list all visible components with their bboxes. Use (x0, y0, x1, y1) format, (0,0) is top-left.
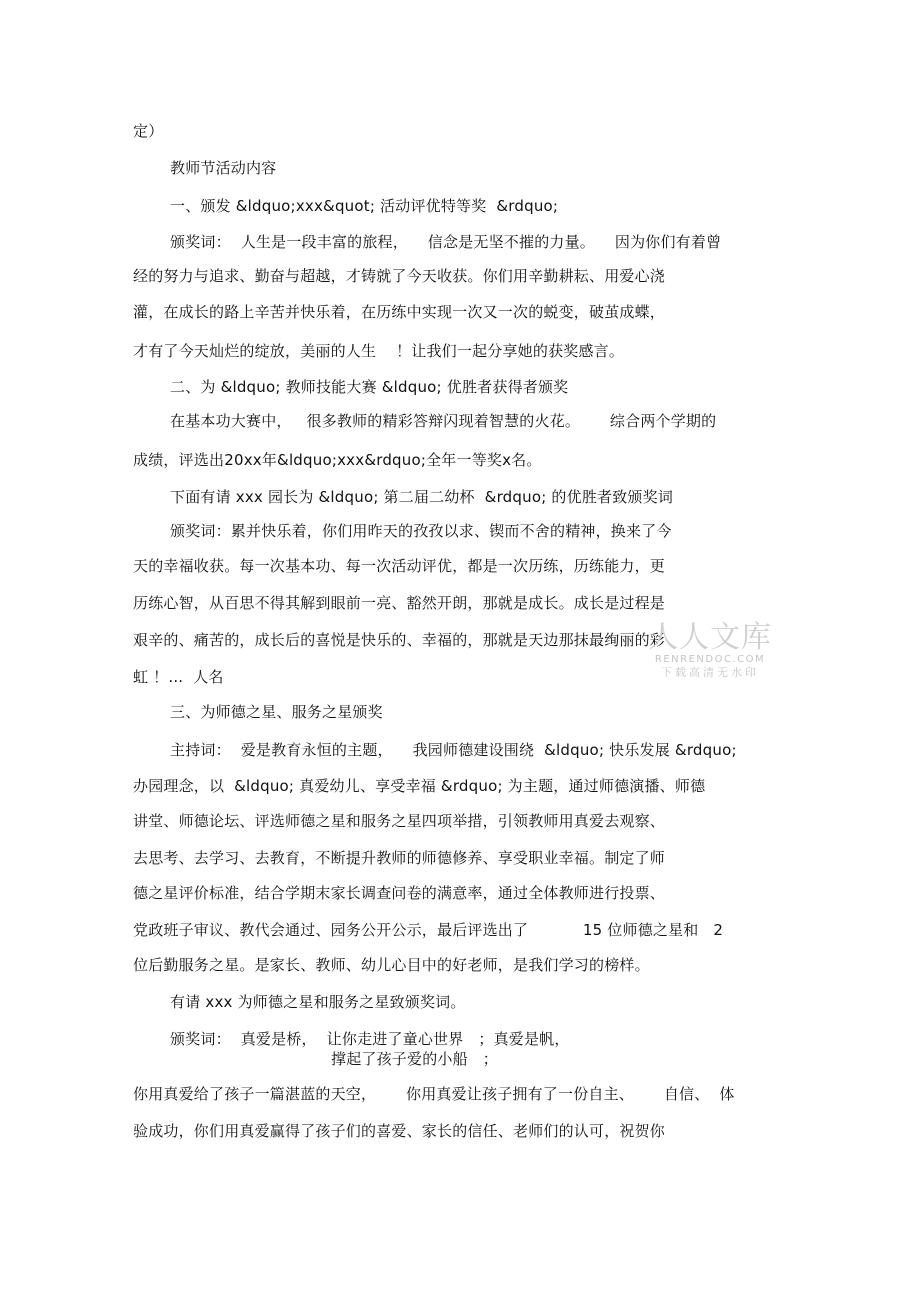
watermark (645, 622, 775, 680)
text-line: 颁奖词：累并快乐着，你们用昨天的孜孜以求、锲而不舍的精神，换来了今 (170, 522, 672, 540)
text-line: 才有了今天灿烂的绽放，美丽的人生 ！让我们一起分享她的获奖感言。 (133, 342, 625, 360)
text-line: 办园理念，以 &ldquo; 真爱幼儿、享受幸福 &rdquo; 为主题，通过师德演播、师德 (133, 777, 706, 795)
text-line: 在基本功大赛中， 很多教师的精彩答辩闪现着智慧的火花。 综合两个学期的 (170, 412, 717, 430)
text-line: 下面有请 xxx 园长为 &ldquo; 第二届二幼杯 &rdquo; 的优胜者致颁奖词 (170, 488, 674, 506)
section-heading: 三、为师德之星、服务之星颁奖 (170, 703, 383, 721)
text-line: 历练心智，从百思不得其解到眼前一亮、豁然开朗，那就是成长。成长是过程是 (133, 594, 666, 612)
text-line: 验成功，你们用真爱赢得了孩子们的喜爱、家长的信任、老师们的认可，祝贺你 (133, 1122, 666, 1140)
text-line: 德之星评价标准，结合学期末家长调查问卷的满意率，通过全体教师进行投票、 (133, 884, 666, 902)
text-line: 位后勤服务之星。是家长、教师、幼儿心目中的好老师，是我们学习的榜样。 (133, 956, 650, 974)
watermark-logo: 人人文库 (648, 620, 772, 655)
text-line: 灌，在成长的路上辛苦并快乐着，在历练中实现一次又一次的蜕变，破茧成蝶， (133, 303, 666, 321)
text-line: 颁奖词： 人生是一段丰富的旅程， 信念是无坚不摧的力量。 因为你们有着曾 (170, 233, 722, 251)
text-line: 虹 ！... 人名 (133, 668, 224, 686)
text-line: 艰辛的、痛苦的，成长后的喜悦是快乐的、幸福的，那就是天边那抹最绚丽的彩 (133, 631, 666, 649)
section-heading: 二、为 &ldquo; 教师技能大赛 &ldquo; 优胜者获得者颁奖 (170, 378, 569, 396)
text-line: 你用真爱给了孩子一篇湛蓝的天空， 你用真爱让孩子拥有了一份自主、 自信、 体 (133, 1085, 735, 1103)
text-line: 天的幸福收获。每一次基本功、每一次活动评优，都是一次历练，历练能力，更 (133, 557, 666, 575)
text-line: 讲堂、师德论坛、评选师德之星和服务之星四项举措，引领教师用真爱去观察、 (133, 812, 666, 830)
section-heading: 教师节活动内容 (170, 159, 277, 177)
text-line: 颁奖词： 真爱是桥， 让你走进了童心世界 ；真爱是帆， (170, 1030, 570, 1048)
text-line: 撑起了孩子爱的小船 ； (331, 1050, 498, 1068)
watermark-subtitle: 下载高清无水印 (661, 666, 759, 679)
text-line: 有请 xxx 为师德之星和服务之星致颁奖词。 (170, 993, 466, 1011)
text-line: 经的努力与追求、勤奋与超越，才铸就了今天收获。你们用辛勤耕耘、用爱心浇 (133, 267, 666, 285)
text-line: 成绩，评选出20xx年&ldquo;xxx&rdquo;全年一等奖x名。 (133, 451, 542, 469)
section-heading: 一、颁发 &ldquo;xxx&quot; 活动评优特等奖 &rdquo; (170, 197, 559, 215)
text-line: 定） (133, 122, 164, 140)
text-line: 去思考、去学习、去教育，不断提升教师的师德修养、享受职业幸福。制定了师 (133, 849, 666, 867)
text-line: 主持词： 爱是教育永恒的主题， 我园师德建设围绕 &ldquo; 快乐发展 &rdquo; (170, 741, 737, 759)
text-line: 党政班子审议、教代会通过、园务公开公示，最后评选出了 15 位师德之星和 2 (133, 921, 724, 939)
watermark-url: RENRENDOC.COM (654, 654, 766, 665)
